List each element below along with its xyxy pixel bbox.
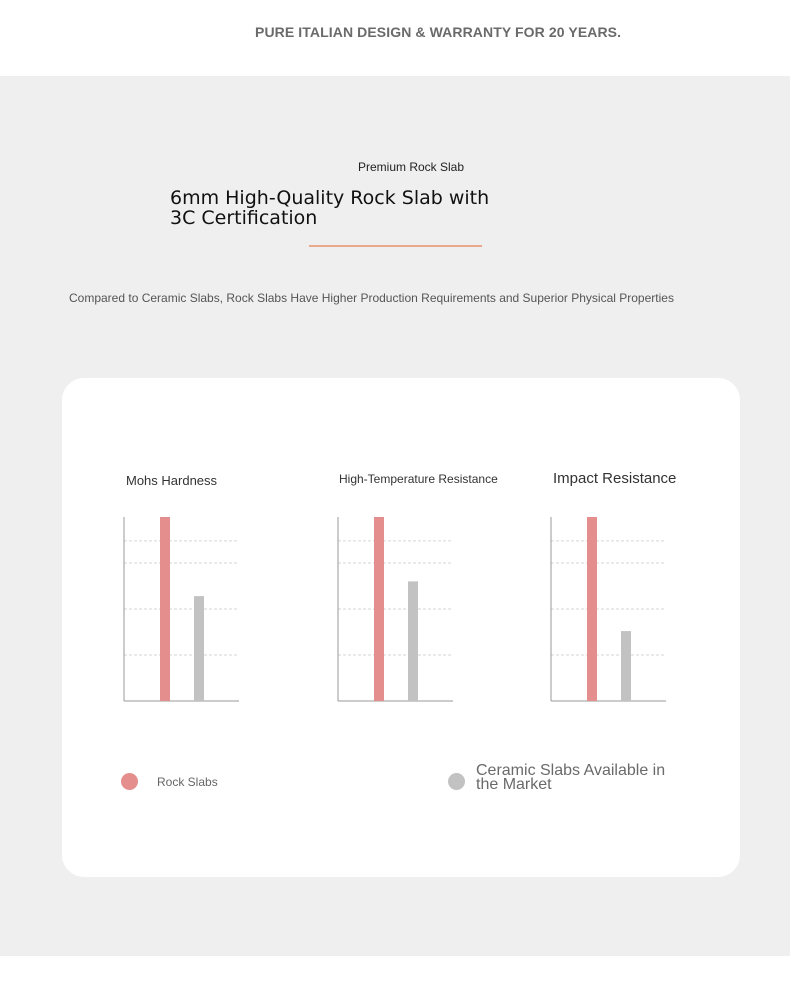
section-title: 6mm High-Quality Rock Slab with 3C Certification	[170, 187, 490, 229]
chart-mohs-hardness	[120, 510, 250, 710]
bar-ceramic-slabs	[408, 581, 418, 701]
bar-rock-slabs	[160, 517, 170, 701]
chart-title-mohs-hardness: Mohs Hardness	[126, 473, 218, 488]
legend-rock-swatch	[121, 773, 138, 790]
top-banner	[0, 0, 790, 76]
legend-ceramic-label: Ceramic Slabs Available in the Market	[476, 762, 666, 793]
bar-ceramic-slabs	[621, 631, 631, 701]
bar-rock-slabs	[374, 517, 384, 701]
section-subtitle: Premium Rock Slab	[358, 160, 465, 174]
chart-title-high-temperature-resistance: High-Temperature Resistance	[339, 472, 498, 486]
bar-ceramic-slabs	[194, 596, 204, 701]
chart-title-impact-resistance: Impact Resistance	[553, 470, 677, 487]
title-underline	[309, 245, 482, 247]
comparison-text: Compared to Ceramic Slabs, Rock Slabs Have Higher Production Requirements and Superior Physical Properties	[69, 291, 674, 305]
chart-high-temperature-resistance	[334, 510, 464, 710]
banner-text: PURE ITALIAN DESIGN & WARRANTY FOR 20 YEARS.	[255, 24, 622, 40]
chart-impact-resistance	[547, 510, 677, 710]
legend-rock-label: Rock Slabs	[157, 775, 218, 789]
legend-ceramic-swatch	[448, 773, 465, 790]
bar-rock-slabs	[587, 517, 597, 701]
